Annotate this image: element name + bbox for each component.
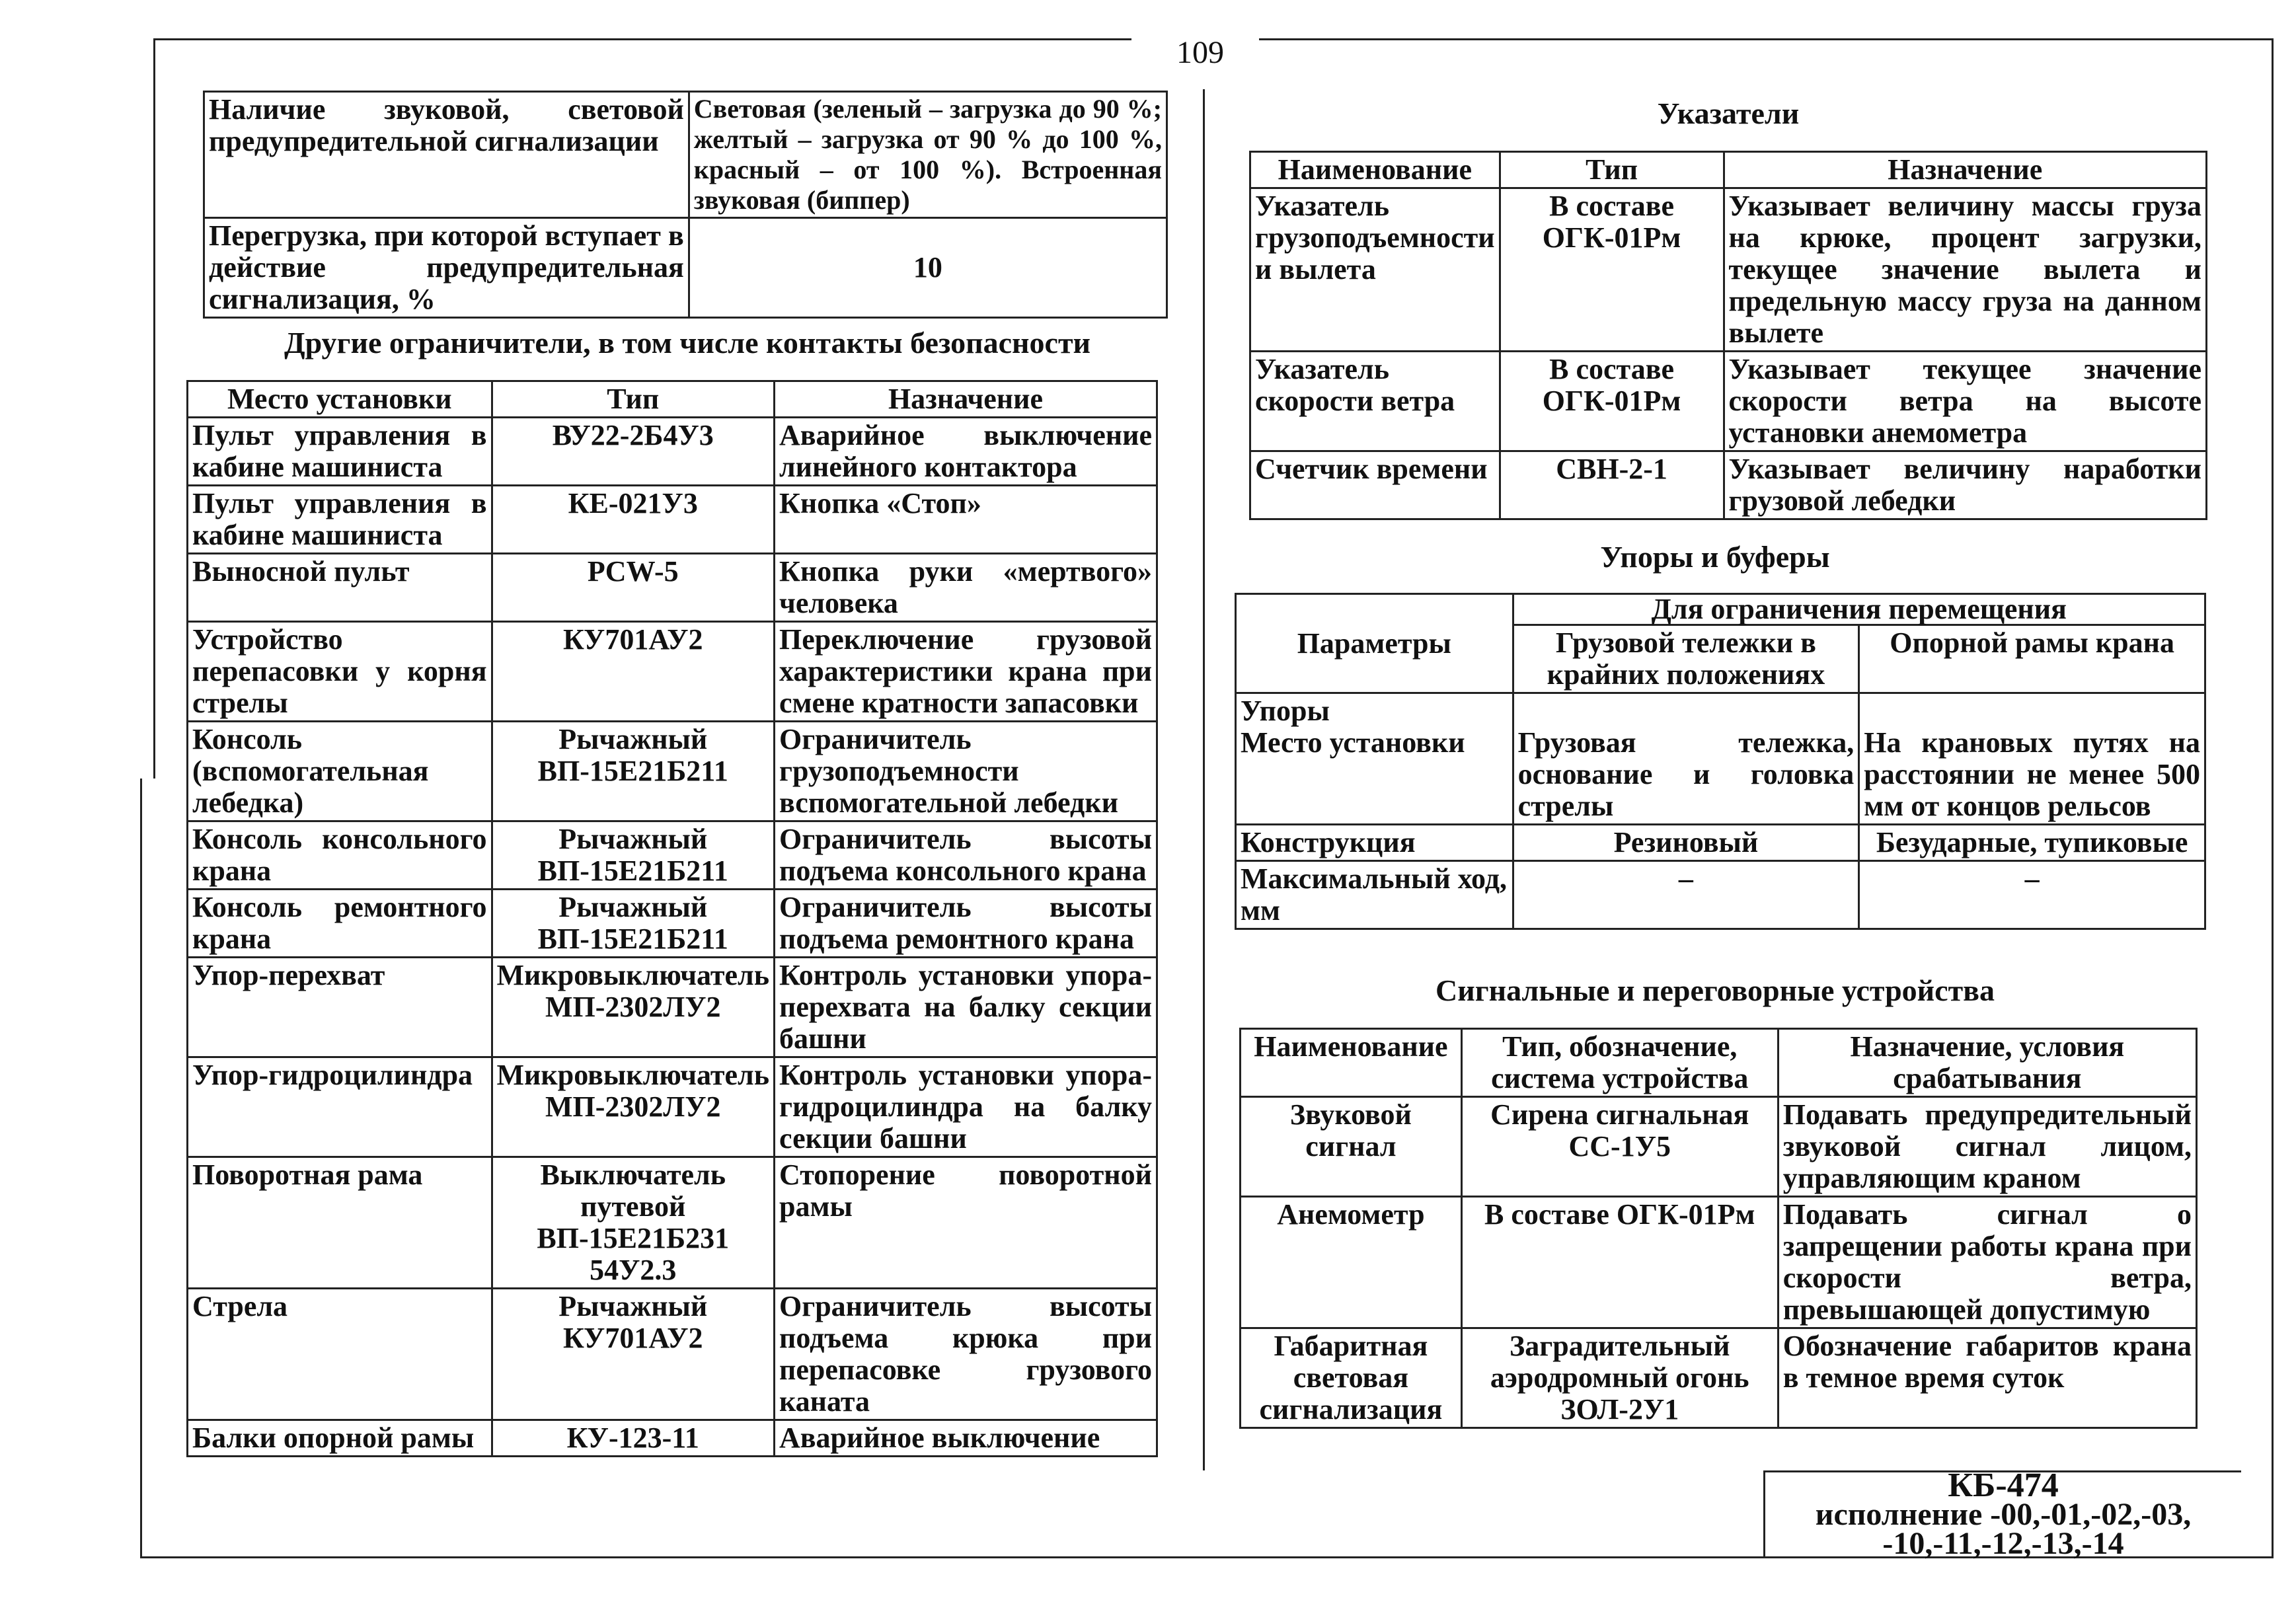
table-cell: Кнопка руки «мертвого» человека — [775, 554, 1157, 622]
table-row — [204, 218, 1167, 318]
warning-signal-table — [203, 91, 1168, 319]
header-type: Тип, обозначение, система устройства — [1461, 1029, 1778, 1097]
table-cell: Аварийное выключение линейного контактора — [775, 418, 1157, 486]
table-cell: Кнопка «Стоп» — [775, 486, 1157, 554]
table-row — [204, 92, 1167, 218]
table-cell: Пульт управления в кабине машиниста — [188, 418, 492, 486]
table-cell: КУ701АУ2 — [492, 622, 774, 722]
table-cell: Рычажный ВП-15Е21Б211 — [492, 821, 774, 890]
table-cell: Рычажный ВП-15Е21Б211 — [492, 722, 774, 821]
stops-heading: Упоры и буферы — [1600, 540, 1830, 574]
limiters-heading: Другие ограничители, в том числе контакты безопасности — [284, 326, 1091, 360]
stops-table — [1235, 593, 2206, 930]
table-header-row — [1250, 152, 2207, 188]
table-cell: КЕ-021У3 — [492, 486, 774, 554]
table-row — [188, 486, 1157, 554]
table-cell: 10 — [689, 218, 1167, 318]
table-row — [1241, 1197, 2197, 1328]
table-cell: Рычажный ВП-15Е21Б211 — [492, 890, 774, 958]
table-cell: Упоры Место установки — [1236, 693, 1513, 825]
header-name: Наименование — [1250, 152, 1500, 188]
table-cell: Заградительный аэродромный огонь ЗОЛ-2У1 — [1461, 1328, 1778, 1428]
header-movement-limit: Для ограничения перемещения — [1513, 594, 2205, 625]
header-name: Наименование — [1241, 1029, 1462, 1097]
stamp-variants-line2: -10,-11,-12,-13,-14 — [1882, 1526, 2124, 1561]
table-cell: Упор-гидроцилиндра — [188, 1057, 492, 1157]
table-row — [1250, 188, 2207, 352]
table-cell: Балки опорной рамы — [188, 1420, 492, 1457]
table-cell: Микровыключатель МП-2302ЛУ2 — [492, 1057, 774, 1157]
header-purpose: Назначение — [1724, 152, 2206, 188]
limiters-table — [186, 380, 1158, 1457]
table-cell: Анемометр — [1241, 1197, 1462, 1328]
table-cell: КУ-123-11 — [492, 1420, 774, 1457]
table-row — [188, 958, 1157, 1057]
header-trolley: Грузовой тележки в крайних положениях — [1513, 625, 1859, 693]
table-cell: Счетчик времени — [1250, 451, 1500, 519]
frame-right — [2272, 38, 2274, 1558]
table-cell: Ограничитель высоты подъема ремонтного крана — [775, 890, 1157, 958]
frame-left — [153, 38, 155, 779]
table-cell: Ограничитель высоты подъема крюка при перепасовке грузового каната — [775, 1289, 1157, 1420]
table-row — [1250, 352, 2207, 451]
table-cell: На крановых путях на расстоянии не менее 500 мм от концов рельсов — [1859, 693, 2205, 825]
table-row — [188, 418, 1157, 486]
table-cell: Пульт управления в кабине машиниста — [188, 486, 492, 554]
stamp-model: КБ-474 — [1948, 1466, 2059, 1504]
table-row — [188, 622, 1157, 722]
header-parameters: Параметры — [1236, 594, 1513, 693]
title-block — [1763, 1466, 2241, 1561]
table-cell: Консоль (вспомогательная лебедка) — [188, 722, 492, 821]
header-purpose: Назначение — [775, 381, 1157, 418]
table-cell: Рычажный КУ701АУ2 — [492, 1289, 774, 1420]
table-row — [1236, 693, 2205, 825]
table-cell: Указатель скорости ветра — [1250, 352, 1500, 451]
table-header-row — [188, 381, 1157, 418]
table-cell: Стопорение поворотной рамы — [775, 1157, 1157, 1289]
table-cell: Контроль установки упора-перехвата на балку секции башни — [775, 958, 1157, 1057]
table-cell: Указывает величину массы груза на крюке, процент загрузки, текущее значение вылета и предельную массу груза на данном вылете — [1724, 188, 2206, 352]
table-cell: – — [1859, 861, 2205, 929]
table-cell: Микровыключатель МП-2302ЛУ2 — [492, 958, 774, 1057]
table-cell: Аварийное выключение — [775, 1420, 1157, 1457]
table-cell: Контроль установки упора-гидроцилиндра на балку секции башни — [775, 1057, 1157, 1157]
table-cell: Безударные, тупиковые — [1859, 825, 2205, 861]
table-row — [1241, 1328, 2197, 1428]
table-cell: Выключатель путевой ВП-15Е21Б231 54У2.3 — [492, 1157, 774, 1289]
table-row — [188, 1420, 1157, 1457]
table-cell: Указывает текущее значение скорости ветра на высоте установки анемометра — [1724, 352, 2206, 451]
table-cell: СВН-2-1 — [1500, 451, 1724, 519]
column-divider — [1203, 89, 1205, 1470]
table-cell: Выносной пульт — [188, 554, 492, 622]
stamp-variants-line1: исполнение -00,-01,-02,-03, — [1815, 1497, 2192, 1532]
table-cell: PCW-5 — [492, 554, 774, 622]
indicators-heading: Указатели — [1657, 96, 1800, 130]
header-purpose: Назначение, условия срабатывания — [1778, 1029, 2196, 1097]
table-cell: Наличие звуковой, световой предупредительной сигнализации — [204, 92, 689, 218]
table-cell: ВУ22-2Б4У3 — [492, 418, 774, 486]
table-cell: Консоль ремонтного крана — [188, 890, 492, 958]
table-cell: Звуковой сигнал — [1241, 1097, 1462, 1197]
table-cell: Упор-перехват — [188, 958, 492, 1057]
table-row — [188, 722, 1157, 821]
header-location: Место установки — [188, 381, 492, 418]
signals-heading: Сигнальные и переговорные устройства — [1435, 973, 1995, 1007]
table-cell: В составе ОГК-01Рм — [1500, 188, 1724, 352]
table-cell: Сирена сигнальная СС-1У5 — [1461, 1097, 1778, 1197]
indicators-table — [1249, 151, 2207, 520]
table-cell: Конструкция — [1236, 825, 1513, 861]
table-cell: Ограничитель высоты подъема консольного крана — [775, 821, 1157, 890]
table-cell: Габаритная световая сигнализация — [1241, 1328, 1462, 1428]
frame-top-right — [1259, 38, 2274, 40]
frame-left-lower — [140, 779, 142, 1558]
table-row — [188, 554, 1157, 622]
table-cell: Подавать сигнал о запрещении работы крана при скорости ветра, превышающей допустимую — [1778, 1197, 2196, 1328]
table-header-row — [1241, 1029, 2197, 1097]
page-number: 109 — [1176, 35, 1224, 70]
table-row — [1250, 451, 2207, 519]
table-cell: Указатель грузоподъемности и вылета — [1250, 188, 1500, 352]
header-type: Тип — [492, 381, 774, 418]
table-cell: Перегрузка, при которой вступает в действие предупредительная сигнализация, % — [204, 218, 689, 318]
table-cell: Подавать предупредительный звуковой сигнал лицом, управляющим краном — [1778, 1097, 2196, 1197]
table-row — [188, 1157, 1157, 1289]
table-cell: Консоль консольного крана — [188, 821, 492, 890]
table-cell: Световая (зеленый – загрузка до 90 %; желтый – загрузка от 90 % до 100 %, красный – от 100 %). Встроенная звуковая (биппер) — [689, 92, 1167, 218]
header-type: Тип — [1500, 152, 1724, 188]
table-cell: Указывает величину наработки грузовой лебедки — [1724, 451, 2206, 519]
table-cell: Устройство перепасовки у корня стрелы — [188, 622, 492, 722]
header-base-frame: Опорной рамы крана — [1859, 625, 2205, 693]
table-cell: Обозначение габаритов крана в темное время суток — [1778, 1328, 2196, 1428]
table-cell: Грузовая тележка, основание и головка стрелы — [1513, 693, 1859, 825]
table-cell: Стрела — [188, 1289, 492, 1420]
table-cell: Резиновый — [1513, 825, 1859, 861]
signals-table — [1239, 1028, 2198, 1429]
table-row — [1236, 861, 2205, 929]
table-row — [188, 1057, 1157, 1157]
table-cell: В составе ОГК-01Рм — [1461, 1197, 1778, 1328]
table-cell: Ограничитель грузоподъемности вспомогательной лебедки — [775, 722, 1157, 821]
table-header-row — [1236, 594, 2205, 625]
frame-top-left — [153, 38, 1131, 40]
table-row — [188, 890, 1157, 958]
table-row — [1236, 825, 2205, 861]
table-cell: – — [1513, 861, 1859, 929]
table-row — [188, 821, 1157, 890]
table-cell: Максимальный ход, мм — [1236, 861, 1513, 929]
table-row — [1241, 1097, 2197, 1197]
table-cell: Переключение грузовой характеристики крана при смене кратности запасовки — [775, 622, 1157, 722]
table-row — [188, 1289, 1157, 1420]
table-cell: В составе ОГК-01Рм — [1500, 352, 1724, 451]
table-cell: Поворотная рама — [188, 1157, 492, 1289]
